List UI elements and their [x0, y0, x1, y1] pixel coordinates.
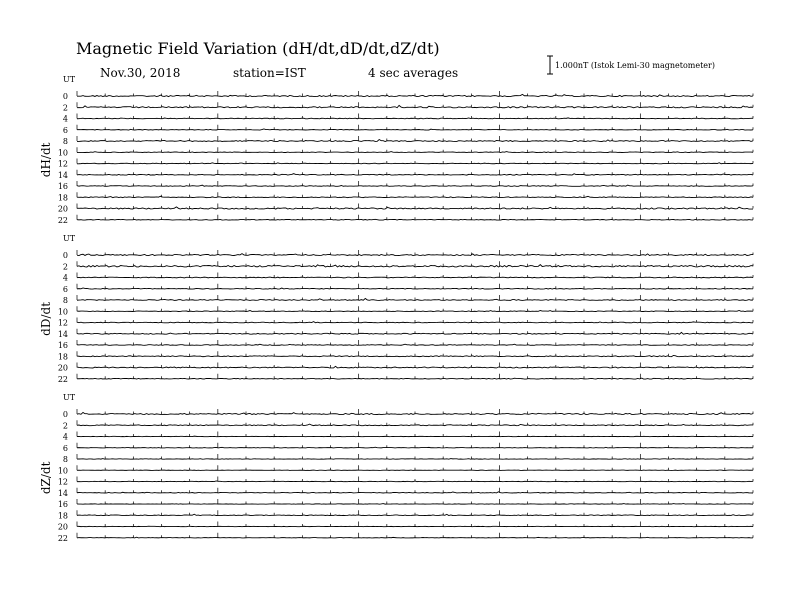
hour-label: 14 — [57, 170, 68, 180]
hour-label: 6 — [62, 443, 68, 453]
panel-label: dZ/dt — [39, 461, 53, 495]
hour-label: 2 — [62, 262, 68, 272]
date-label: Nov.30, 2018 — [100, 66, 181, 80]
hour-label: 0 — [62, 92, 68, 101]
panel-dD-dt — [39, 234, 753, 384]
hour-label: 10 — [57, 148, 68, 158]
hour-label: 8 — [62, 296, 68, 305]
panel-dZ-dt — [39, 393, 753, 543]
hour-label: 10 — [57, 307, 68, 317]
hour-label: 12 — [57, 477, 68, 487]
ut-label: UT — [63, 234, 76, 243]
hour-label: 8 — [62, 455, 68, 464]
hour-label: 22 — [57, 533, 68, 543]
averaging-label: 4 sec averages — [368, 66, 459, 80]
hour-label: 12 — [57, 159, 68, 169]
hour-label: 6 — [62, 284, 68, 294]
scale-bar-label: 1.000nT (Istok Lemi-30 magnetometer) — [555, 61, 715, 70]
hour-label: 10 — [57, 466, 68, 476]
ut-label: UT — [63, 393, 76, 402]
chart-title: Magnetic Field Variation (dH/dt,dD/dt,dZ/dt) — [76, 39, 440, 58]
hour-label: 0 — [62, 410, 68, 419]
panel-label: dD/dt — [39, 301, 53, 336]
hour-label: 20 — [57, 204, 68, 214]
hour-label: 0 — [62, 251, 68, 260]
hour-label: 20 — [57, 522, 68, 532]
hour-label: 12 — [57, 318, 68, 328]
hour-label: 18 — [57, 511, 68, 521]
hour-label: 2 — [62, 103, 68, 113]
hour-label: 16 — [57, 341, 68, 350]
hour-label: 22 — [57, 374, 68, 384]
hour-label: 18 — [57, 352, 68, 362]
panel-label: dH/dt — [39, 142, 53, 178]
scale-bar — [547, 56, 553, 74]
hour-label: 6 — [62, 125, 68, 135]
panel-dH-dt — [39, 75, 753, 225]
hour-label: 18 — [57, 193, 68, 203]
hour-label: 4 — [62, 273, 68, 283]
hour-label: 8 — [62, 137, 68, 146]
hour-label: 14 — [57, 488, 68, 498]
ut-label: UT — [63, 75, 76, 84]
hour-label: 20 — [57, 363, 68, 373]
hour-label: 16 — [57, 182, 68, 191]
hour-label: 14 — [57, 329, 68, 339]
hour-label: 16 — [57, 500, 68, 509]
hour-label: 4 — [62, 114, 68, 124]
station-label: station=IST — [233, 66, 306, 80]
hour-label: 2 — [62, 421, 68, 431]
hour-label: 22 — [57, 215, 68, 225]
hour-label: 4 — [62, 432, 68, 442]
